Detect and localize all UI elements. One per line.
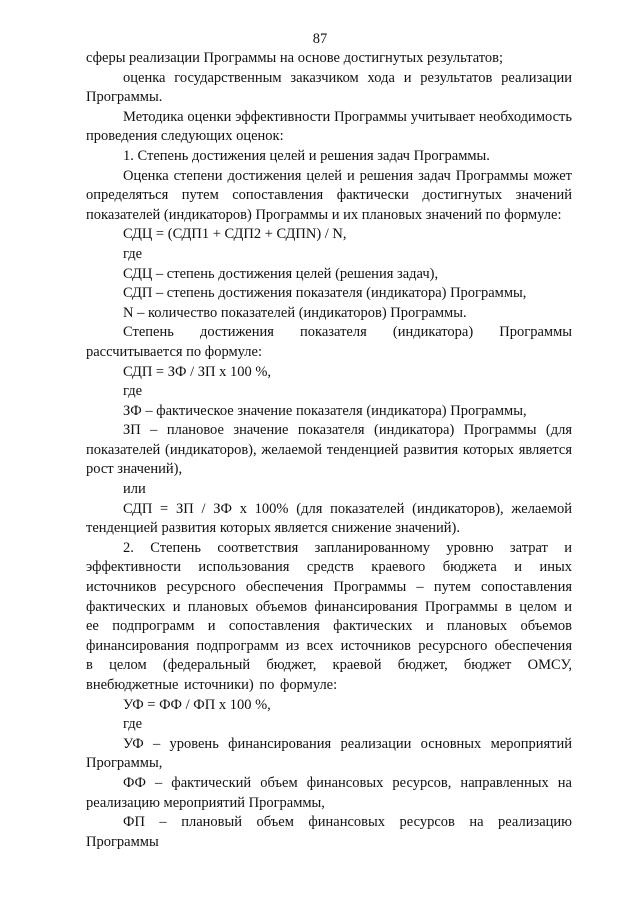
paragraph: сферы реализации Программы на основе достигнутых результатов; — [86, 50, 504, 66]
definition: ФФ – фактический объем финансовых ресурсов, направленных на реализацию мероприятий Программы, — [86, 774, 572, 811]
document-body — [86, 49, 572, 852]
formula-where: где — [123, 383, 143, 400]
formula: УФ = ФФ / ФП х 100 %, — [123, 696, 271, 713]
formula: СДЦ = (СДП1 + СДП2 + СДПN) / N, — [123, 226, 347, 243]
definition: N – количество показателей (индикаторов) Программы. — [123, 304, 467, 321]
definition: ЗФ – фактическое значение показателя (индикатора) Программы, — [123, 402, 527, 419]
section-heading: 1. Степень достижения целей и решения задач Программы. — [123, 147, 490, 164]
definition: ЗП – плановое значение показателя (индикатора) Программы (для показателей (индикаторов), желаемой тенденцией развития которых является рост значений), — [86, 422, 572, 478]
paragraph: Степень достижения показателя (индикатора) Программы рассчитывается по формуле: — [86, 324, 572, 360]
paragraph: Методика оценки эффективности Программы учитывает необходимость проведения следующих оценок: — [86, 108, 572, 145]
definition: УФ – уровень финансирования реализации основных мероприятий Программы, — [86, 735, 572, 772]
paragraph: оценка государственным заказчиком хода и результатов реализации Программы. — [86, 69, 572, 106]
formula: СДП = ЗФ / ЗП х 100 %, — [123, 363, 272, 380]
formula: СДП = ЗП / ЗФ х 100% (для показателей (индикаторов), желаемой тенденцией развития которых является снижение значений). — [86, 500, 572, 537]
paragraph: Оценка степени достижения целей и решения задач Программы может определяться путем сопоставления фактически достигнутых значений показателей (индикаторов) Программы и их плановых значений по формуле: — [86, 167, 572, 223]
definition: СДП – степень достижения показателя (индикатора) Программы, — [123, 285, 527, 302]
definition: СДЦ – степень достижения целей (решения задач), — [123, 265, 439, 282]
formula-where: где — [123, 716, 143, 733]
section-heading: 2. Степень соответствия запланированному уровню затрат и эффективности использования средств краевого бюджета и иных источников ресурсного обеспечения Программы – путем сопоставления фактических и плановых объемов финансирования Программы в целом и ее подпрограмм и сопоставления фактических и плановых объемов финансирования подпрограмм из всех источников ресурсного обеспечения в целом (федеральный бюджет, краевой бюджет, бюджет ОМСУ, внебюджетные источники) по формуле: — [86, 539, 572, 693]
formula-where: где — [123, 245, 143, 262]
definition: ФП – плановый объем финансовых ресурсов на реализацию Программы — [86, 814, 572, 850]
formula-or: или — [123, 481, 146, 498]
page-number: 87 — [312, 31, 328, 47]
